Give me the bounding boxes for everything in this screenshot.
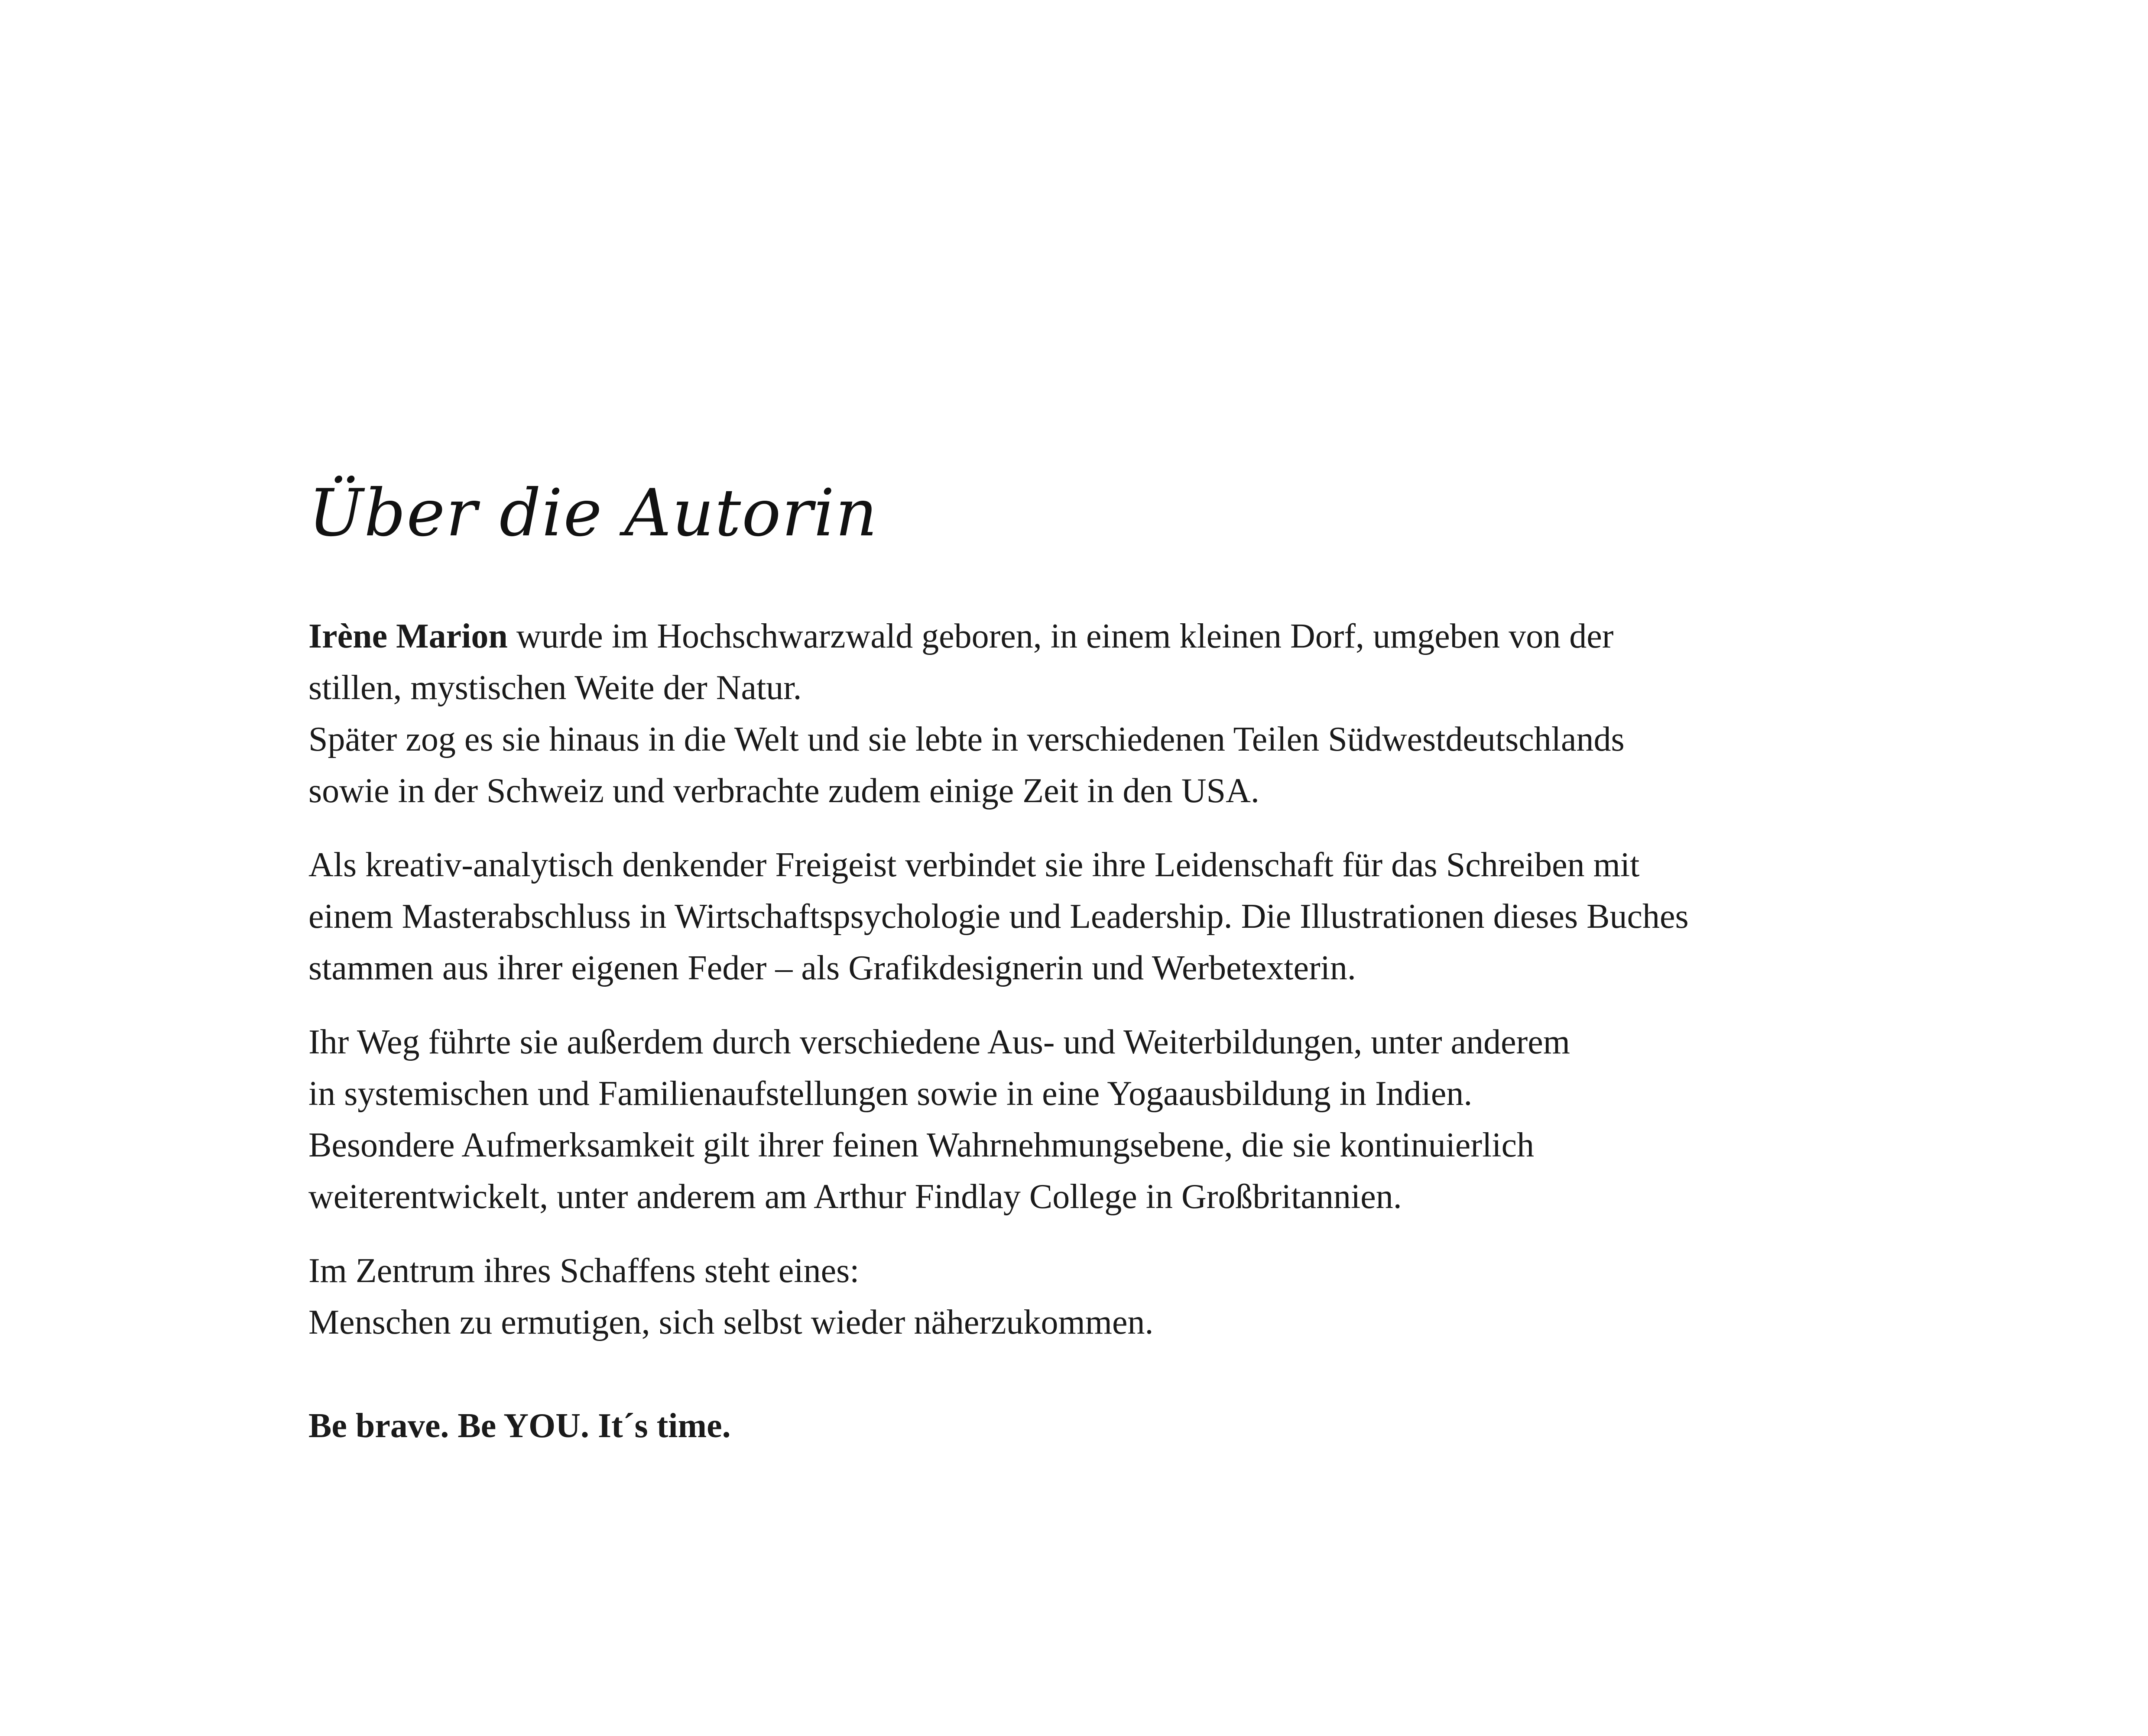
text-line: Später zog es sie hinaus in die Welt und sie lebte in verschiedenen Teilen Südwestdeutschlands xyxy=(308,720,1625,758)
paragraph-bio-origin xyxy=(308,611,1868,817)
paragraph-bio-mission xyxy=(308,1245,1868,1348)
text-line: Besondere Aufmerksamkeit gilt ihrer feinen Wahrnehmungsebene, die sie kontinuierlich xyxy=(308,1126,1535,1164)
text-line: einem Masterabschluss in Wirtschaftspsychologie und Leadership. Die Illustrationen dieses Buches xyxy=(308,897,1689,936)
text-line: in systemischen und Familienaufstellungen sowie in eine Yogaausbildung in Indien. xyxy=(308,1075,1473,1113)
paragraph-bio-education xyxy=(308,839,1868,994)
text-line: Im Zentrum ihres Schaffens steht eines: xyxy=(308,1252,860,1290)
text-line: Ihr Weg führte sie außerdem durch verschiedene Aus- und Weiterbildungen, unter anderem xyxy=(308,1023,1570,1061)
tagline: Be brave. Be YOU. It´s time. xyxy=(308,1407,731,1445)
page-title: Über die Autorin xyxy=(308,476,878,551)
text-line: weiterentwickelt, unter anderem am Arthur Findlay College in Großbritannien. xyxy=(308,1178,1402,1216)
text-line-rest: wurde im Hochschwarzwald geboren, in einem kleinen Dorf, umgeben von der xyxy=(507,617,1614,655)
text-line: sowie in der Schweiz und verbrachte zudem einige Zeit in den USA. xyxy=(308,772,1259,810)
author-name: Irène Marion xyxy=(308,617,508,655)
text-line: Als kreativ-analytisch denkender Freigeist verbindet sie ihre Leidenschaft für das Schreiben mit xyxy=(308,846,1640,884)
text-line xyxy=(308,611,1868,662)
text-line: stillen, mystischen Weite der Natur. xyxy=(308,669,802,707)
text-line: Menschen zu ermutigen, sich selbst wieder näherzukommen. xyxy=(308,1303,1154,1341)
about-author-section xyxy=(308,476,1868,1452)
paragraph-bio-training xyxy=(308,1017,1868,1223)
text-line: stammen aus ihrer eigenen Feder – als Grafikdesignerin und Werbetexterin. xyxy=(308,949,1356,987)
